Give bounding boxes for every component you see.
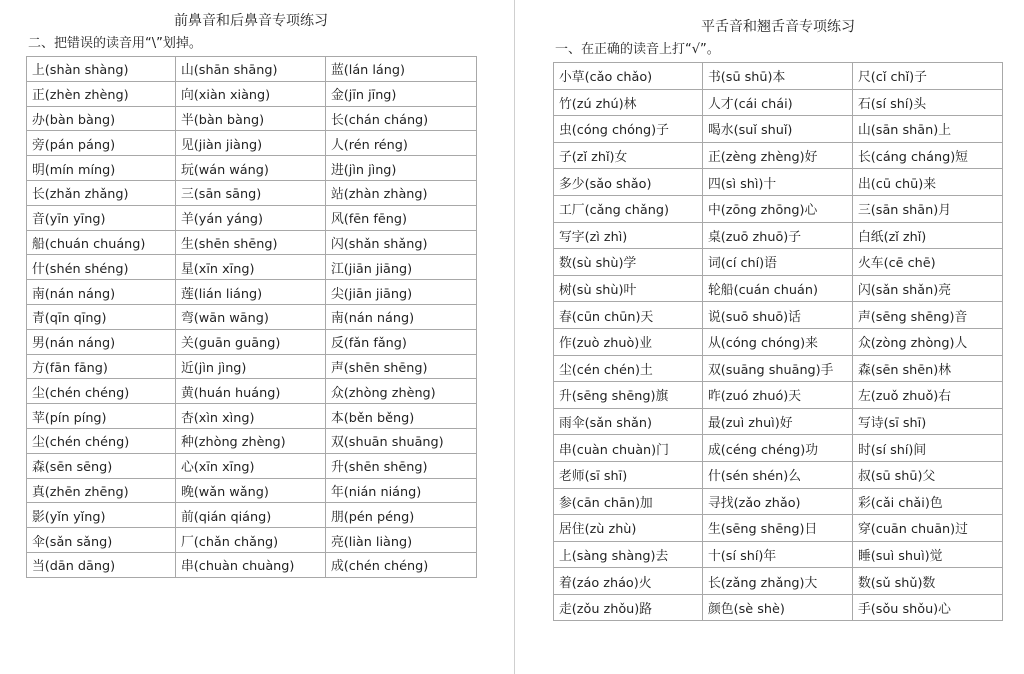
pinyin-cell[interactable]: 春(cūn chūn)天 [554,302,703,329]
pinyin-cell[interactable]: 男(nán náng) [27,329,176,354]
pinyin-cell[interactable]: 双(suāng shuāng)手 [703,355,853,382]
pinyin-cell[interactable]: 星(xīn xīng) [176,255,326,280]
pinyin-cell[interactable]: 玩(wán wáng) [176,156,326,181]
table-row [27,131,477,156]
pinyin-cell[interactable]: 船(chuán chuáng) [27,230,176,255]
table-row [27,205,477,230]
pinyin-cell[interactable]: 手(sǒu shǒu)心 [853,594,1003,621]
table-row [27,81,477,106]
pinyin-cell[interactable]: 本(běn běng) [326,404,477,429]
table-row [27,329,477,354]
pinyin-cell[interactable]: 十(sí shí)年 [703,541,853,568]
pinyin-cell[interactable]: 左(zuǒ zhuǒ)右 [853,382,1003,409]
pinyin-cell[interactable]: 羊(yán yáng) [176,205,326,230]
pinyin-cell[interactable]: 众(zòng zhòng)人 [853,328,1003,355]
table-row [554,408,1003,435]
pinyin-cell[interactable]: 竹(zú zhú)林 [554,89,703,116]
pinyin-cell[interactable]: 朋(pén péng) [326,503,477,528]
table-row [27,528,477,553]
pinyin-cell[interactable]: 南(nán náng) [326,304,477,329]
table-row [554,568,1003,595]
pinyin-cell[interactable]: 亮(liàn liàng) [326,528,477,553]
pinyin-cell[interactable]: 正(zèng zhèng)好 [703,142,853,169]
pinyin-cell[interactable]: 词(cí chí)语 [703,249,853,276]
pinyin-cell[interactable]: 江(jiān jiāng) [326,255,477,280]
table-row [554,222,1003,249]
pinyin-cell[interactable]: 说(suō shuō)话 [703,302,853,329]
pinyin-cell[interactable]: 走(zǒu zhǒu)路 [554,594,703,621]
pinyin-cell[interactable]: 人才(cái chái) [703,89,853,116]
table-row [554,89,1003,116]
pinyin-cell[interactable]: 双(shuān shuāng) [326,428,477,453]
pinyin-cell[interactable]: 三(sān shān)月 [853,195,1003,222]
pinyin-cell[interactable]: 站(zhàn zhàng) [326,180,477,205]
pinyin-cell[interactable]: 厂(chǎn chǎng) [176,528,326,553]
instruction: 一、在正确的读音上打“√”。 [555,42,720,57]
pinyin-cell[interactable]: 叔(sū shū)父 [853,461,1003,488]
pinyin-cell[interactable]: 风(fēn fēng) [326,205,477,230]
pinyin-cell[interactable]: 向(xiàn xiàng) [176,81,326,106]
pinyin-cell[interactable]: 苹(pín píng) [27,404,176,429]
retroflex-practice-panel [553,16,1003,621]
pinyin-cell[interactable]: 轮船(cuán chuán) [703,275,853,302]
table-row [27,503,477,528]
table-row [554,275,1003,302]
pinyin-cell[interactable]: 南(nán náng) [27,280,176,305]
pinyin-cell[interactable]: 年(nián niáng) [326,478,477,503]
pinyin-cell[interactable]: 当(dān dāng) [27,552,176,577]
table-row [27,255,477,280]
pinyin-cell[interactable]: 写字(zì zhì) [554,222,703,249]
pinyin-cell[interactable]: 办(bàn bàng) [27,106,176,131]
retroflex-practice-table [553,62,1003,621]
table-row [554,541,1003,568]
pinyin-cell[interactable]: 反(fǎn fǎng) [326,329,477,354]
pinyin-cell[interactable]: 石(sí shí)头 [853,89,1003,116]
pinyin-cell[interactable]: 种(zhòng zhèng) [176,428,326,453]
pinyin-cell[interactable]: 长(zhǎn zhǎng) [27,180,176,205]
pinyin-cell[interactable]: 影(yǐn yǐng) [27,503,176,528]
table-row [27,354,477,379]
pinyin-cell[interactable]: 上(shàn shàng) [27,57,176,82]
pinyin-cell[interactable]: 成(céng chéng)功 [703,435,853,462]
pinyin-cell[interactable]: 伞(sǎn sǎng) [27,528,176,553]
pinyin-cell[interactable]: 长(cáng cháng)短 [853,142,1003,169]
table-row [554,594,1003,621]
pinyin-cell[interactable]: 串(cuàn chuàn)门 [554,435,703,462]
pinyin-cell[interactable]: 居住(zù zhù) [554,515,703,542]
pinyin-cell[interactable]: 尘(chén chéng) [27,428,176,453]
table-row [554,461,1003,488]
pinyin-cell[interactable]: 睡(suì shuì)觉 [853,541,1003,568]
pinyin-cell[interactable]: 成(chén chéng) [326,552,477,577]
table-row [554,142,1003,169]
pinyin-cell[interactable]: 数(sù shù)学 [554,249,703,276]
pinyin-cell[interactable]: 喝水(suǐ shuǐ) [703,116,853,143]
table-row [27,304,477,329]
table-row [554,249,1003,276]
table-row [554,515,1003,542]
table-row [554,435,1003,462]
pinyin-cell[interactable]: 什(sén shén)么 [703,461,853,488]
pinyin-cell[interactable]: 真(zhēn zhēng) [27,478,176,503]
pinyin-cell[interactable]: 颜色(sè shè) [703,594,853,621]
pinyin-cell[interactable]: 多少(sǎo shǎo) [554,169,703,196]
table-row [554,169,1003,196]
table-row [27,552,477,577]
nasal-practice-panel [26,10,476,578]
page-divider [514,0,515,674]
pinyin-cell[interactable]: 生(sēng shēng)日 [703,515,853,542]
pinyin-cell[interactable]: 声(sēng shēng)音 [853,302,1003,329]
table-row [554,488,1003,515]
pinyin-cell[interactable]: 三(sān sāng) [176,180,326,205]
pinyin-cell[interactable]: 白纸(zǐ zhǐ) [853,222,1003,249]
pinyin-cell[interactable]: 寻找(zǎo zhǎo) [703,488,853,515]
pinyin-cell[interactable]: 四(sì shì)十 [703,169,853,196]
pinyin-cell[interactable]: 小草(cǎo chǎo) [554,63,703,90]
instruction: 二、把错误的读音用“\”划掉。 [28,36,202,51]
pinyin-cell[interactable]: 昨(zuó zhuó)天 [703,382,853,409]
table-row [27,180,477,205]
pinyin-cell[interactable]: 升(shēn shēng) [326,453,477,478]
table-row [27,106,477,131]
table-row [27,379,477,404]
pinyin-cell[interactable]: 书(sū shū)本 [703,63,853,90]
table-row [27,280,477,305]
page-title: 前鼻音和后鼻音专项练习 [174,13,328,29]
pinyin-cell[interactable]: 关(guān guāng) [176,329,326,354]
pinyin-cell[interactable]: 桌(zuō zhuō)子 [703,222,853,249]
pinyin-cell[interactable]: 青(qīn qīng) [27,304,176,329]
pinyin-cell[interactable]: 参(cān chān)加 [554,488,703,515]
pinyin-cell[interactable]: 作(zuò zhuò)业 [554,328,703,355]
table-row [27,478,477,503]
pinyin-cell[interactable]: 闪(shǎn shǎng) [326,230,477,255]
pinyin-cell[interactable]: 众(zhòng zhèng) [326,379,477,404]
pinyin-cell[interactable]: 蓝(lán láng) [326,57,477,82]
pinyin-cell[interactable]: 闪(sǎn shǎn)亮 [853,275,1003,302]
table-row [554,63,1003,90]
pinyin-cell[interactable]: 虫(cóng chóng)子 [554,116,703,143]
pinyin-cell[interactable]: 森(sēn sēng) [27,453,176,478]
pinyin-cell[interactable]: 中(zōng zhōng)心 [703,195,853,222]
pinyin-cell[interactable]: 杏(xìn xìng) [176,404,326,429]
pinyin-cell[interactable]: 升(sēng shēng)旗 [554,382,703,409]
pinyin-cell[interactable]: 最(zuì zhuì)好 [703,408,853,435]
pinyin-cell[interactable]: 老师(sī shī) [554,461,703,488]
pinyin-cell[interactable]: 从(cóng chóng)来 [703,328,853,355]
table-row [554,355,1003,382]
pinyin-cell[interactable]: 尘(cén chén)土 [554,355,703,382]
pinyin-cell[interactable]: 山(sān shān)上 [853,116,1003,143]
table-row [554,382,1003,409]
table-row [554,328,1003,355]
pinyin-cell[interactable]: 什(shén shéng) [27,255,176,280]
pinyin-cell[interactable]: 人(rén réng) [326,131,477,156]
pinyin-cell[interactable]: 出(cū chū)来 [853,169,1003,196]
pinyin-cell[interactable]: 火车(cē chē) [853,249,1003,276]
pinyin-cell[interactable]: 穿(cuān chuān)过 [853,515,1003,542]
pinyin-cell[interactable]: 彩(cǎi chǎi)色 [853,488,1003,515]
pinyin-cell[interactable]: 见(jiàn jiàng) [176,131,326,156]
table-row [554,195,1003,222]
pinyin-cell[interactable]: 树(sù shù)叶 [554,275,703,302]
pinyin-cell[interactable]: 心(xīn xīng) [176,453,326,478]
pinyin-cell[interactable]: 生(shēn shēng) [176,230,326,255]
nasal-practice-table [26,56,477,578]
table-row [554,116,1003,143]
pinyin-cell[interactable]: 前(qián qiáng) [176,503,326,528]
pinyin-cell[interactable]: 半(bàn bàng) [176,106,326,131]
pinyin-cell[interactable]: 音(yīn yīng) [27,205,176,230]
pinyin-cell[interactable]: 尖(jiān jiāng) [326,280,477,305]
pinyin-cell[interactable]: 着(záo zháo)火 [554,568,703,595]
pinyin-cell[interactable]: 尺(cǐ chǐ)子 [853,63,1003,90]
pinyin-cell[interactable]: 森(sēn shēn)林 [853,355,1003,382]
pinyin-cell[interactable]: 串(chuàn chuàng) [176,552,326,577]
pinyin-cell[interactable]: 莲(lián liáng) [176,280,326,305]
pinyin-cell[interactable]: 尘(chén chéng) [27,379,176,404]
pinyin-cell[interactable]: 方(fān fāng) [27,354,176,379]
pinyin-cell[interactable]: 弯(wān wāng) [176,304,326,329]
table-row [554,302,1003,329]
pinyin-cell[interactable]: 进(jìn jìng) [326,156,477,181]
table-row [27,57,477,82]
page-title: 平舌音和翘舌音专项练习 [701,19,855,35]
pinyin-cell[interactable]: 写诗(sī shī) [853,408,1003,435]
pinyin-cell[interactable]: 长(zǎng zhǎng)大 [703,568,853,595]
pinyin-cell[interactable]: 雨伞(sǎn shǎn) [554,408,703,435]
pinyin-cell[interactable]: 山(shān shāng) [176,57,326,82]
pinyin-cell[interactable]: 工厂(cǎng chǎng) [554,195,703,222]
pinyin-cell[interactable]: 明(mín míng) [27,156,176,181]
pinyin-cell[interactable]: 近(jìn jìng) [176,354,326,379]
pinyin-cell[interactable]: 数(sǔ shǔ)数 [853,568,1003,595]
pinyin-cell[interactable]: 金(jīn jīng) [326,81,477,106]
table-row [27,453,477,478]
pinyin-cell[interactable]: 黄(huán huáng) [176,379,326,404]
pinyin-cell[interactable]: 长(chán cháng) [326,106,477,131]
pinyin-cell[interactable]: 晚(wǎn wǎng) [176,478,326,503]
pinyin-cell[interactable]: 上(sàng shàng)去 [554,541,703,568]
table-row [27,156,477,181]
pinyin-cell[interactable]: 子(zǐ zhǐ)女 [554,142,703,169]
pinyin-cell[interactable]: 声(shēn shēng) [326,354,477,379]
pinyin-cell[interactable]: 正(zhèn zhèng) [27,81,176,106]
table-row [27,404,477,429]
table-row [27,428,477,453]
pinyin-cell[interactable]: 时(sí shí)间 [853,435,1003,462]
table-row [27,230,477,255]
pinyin-cell[interactable]: 旁(pán páng) [27,131,176,156]
